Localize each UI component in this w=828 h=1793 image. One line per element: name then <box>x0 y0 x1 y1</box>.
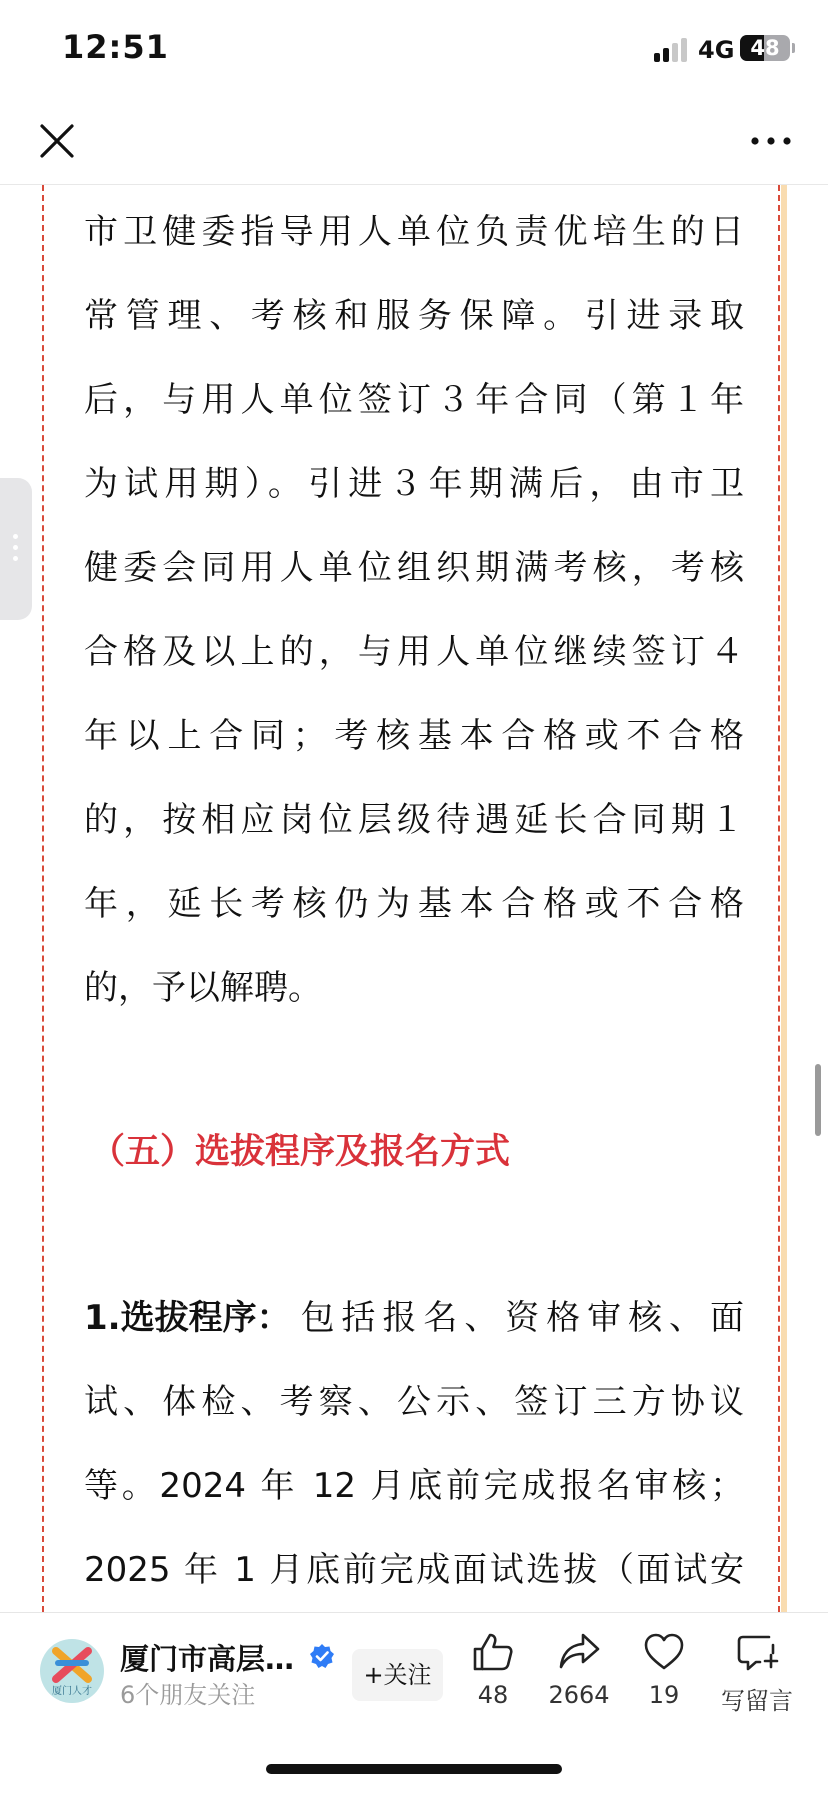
account-avatar[interactable] <box>40 1639 104 1703</box>
like-button[interactable] <box>462 1631 524 1731</box>
item1-first-line <box>84 1294 744 1342</box>
account-name[interactable]: 厦门市高层… <box>120 1642 295 1676</box>
item1-label: 1.选拔程序： <box>84 1298 291 1338</box>
more-icon <box>746 120 796 162</box>
avatar-label: 厦门人才 <box>52 1686 92 1697</box>
comment-icon <box>735 1631 779 1673</box>
paragraph-line: 健委会同用人单位组织期满考核，考核 <box>84 548 744 588</box>
frame-border-left <box>42 185 44 1612</box>
paragraph-line: 常管理、考核和服务保障。引进录取 <box>84 296 744 336</box>
status-time: 12:51 <box>62 28 169 66</box>
handle-dot <box>13 556 18 561</box>
paragraph-line: 为试用期）。引进３年期满后，由市卫 <box>84 464 744 504</box>
battery-icon <box>740 35 790 61</box>
frame-strip-right <box>781 185 787 1612</box>
paragraph-line: 2025 年 1 月底前完成面试选拔（面试安 <box>84 1550 744 1590</box>
like-count: 48 <box>477 1681 509 1709</box>
more-button[interactable] <box>746 120 796 162</box>
scrollbar[interactable] <box>815 1064 821 1136</box>
write-comment-label: 写留言 <box>721 1687 793 1715</box>
write-comment-button[interactable] <box>712 1631 802 1731</box>
paragraph-line: 后，与用人单位签订３年合同（第１年 <box>84 380 744 420</box>
close-icon <box>36 120 78 162</box>
battery-cap <box>792 43 795 53</box>
frame-border-right <box>778 185 780 1612</box>
network-type: 4G <box>698 36 735 64</box>
paragraph-line: 合格及以上的，与用人单位继续签订４ <box>84 632 744 672</box>
item1-text: 包括报名、资格审核、面 <box>300 1298 744 1338</box>
paragraph-line: 市卫健委指导用人单位负责优培生的日 <box>84 212 744 252</box>
battery-level: 48 <box>750 36 780 60</box>
heart-icon <box>642 1631 686 1673</box>
cellular-signal-icon <box>654 38 688 62</box>
share-button[interactable] <box>546 1631 612 1731</box>
section-title: （五）选拔程序及报名方式 <box>90 1132 511 1172</box>
thumbs-up-icon <box>471 1631 515 1673</box>
verified-badge-icon <box>309 1643 335 1669</box>
handle-dot <box>13 534 18 539</box>
paragraph-line: 的，按相应岗位层级待遇延长合同期１ <box>84 800 744 840</box>
paragraph-line: 年，延长考核仍为基本合格或不合格 <box>84 884 744 924</box>
status-bar <box>0 0 828 100</box>
paragraph-line: 等。2024 年 12 月底前完成报名审核； <box>84 1466 744 1506</box>
floating-side-handle[interactable] <box>0 478 32 620</box>
paragraph-line: 年以上合同；考核基本合格或不合格 <box>84 716 744 756</box>
close-button[interactable] <box>36 120 78 162</box>
share-count: 2664 <box>548 1681 610 1709</box>
nav-bar <box>0 100 828 185</box>
favorite-button[interactable] <box>636 1631 692 1731</box>
friends-following-text: 6个朋友关注 <box>120 1681 256 1709</box>
follow-button[interactable]: +关注 <box>352 1649 443 1701</box>
favorite-count: 19 <box>648 1681 680 1709</box>
handle-dot <box>13 545 18 550</box>
share-icon <box>557 1631 601 1673</box>
paragraph-line: 试、体检、考察、公示、签订三方协议 <box>84 1382 744 1422</box>
paragraph-line: 的，予以解聘。 <box>84 968 322 1008</box>
article-content <box>0 185 828 1612</box>
home-indicator <box>266 1764 562 1774</box>
